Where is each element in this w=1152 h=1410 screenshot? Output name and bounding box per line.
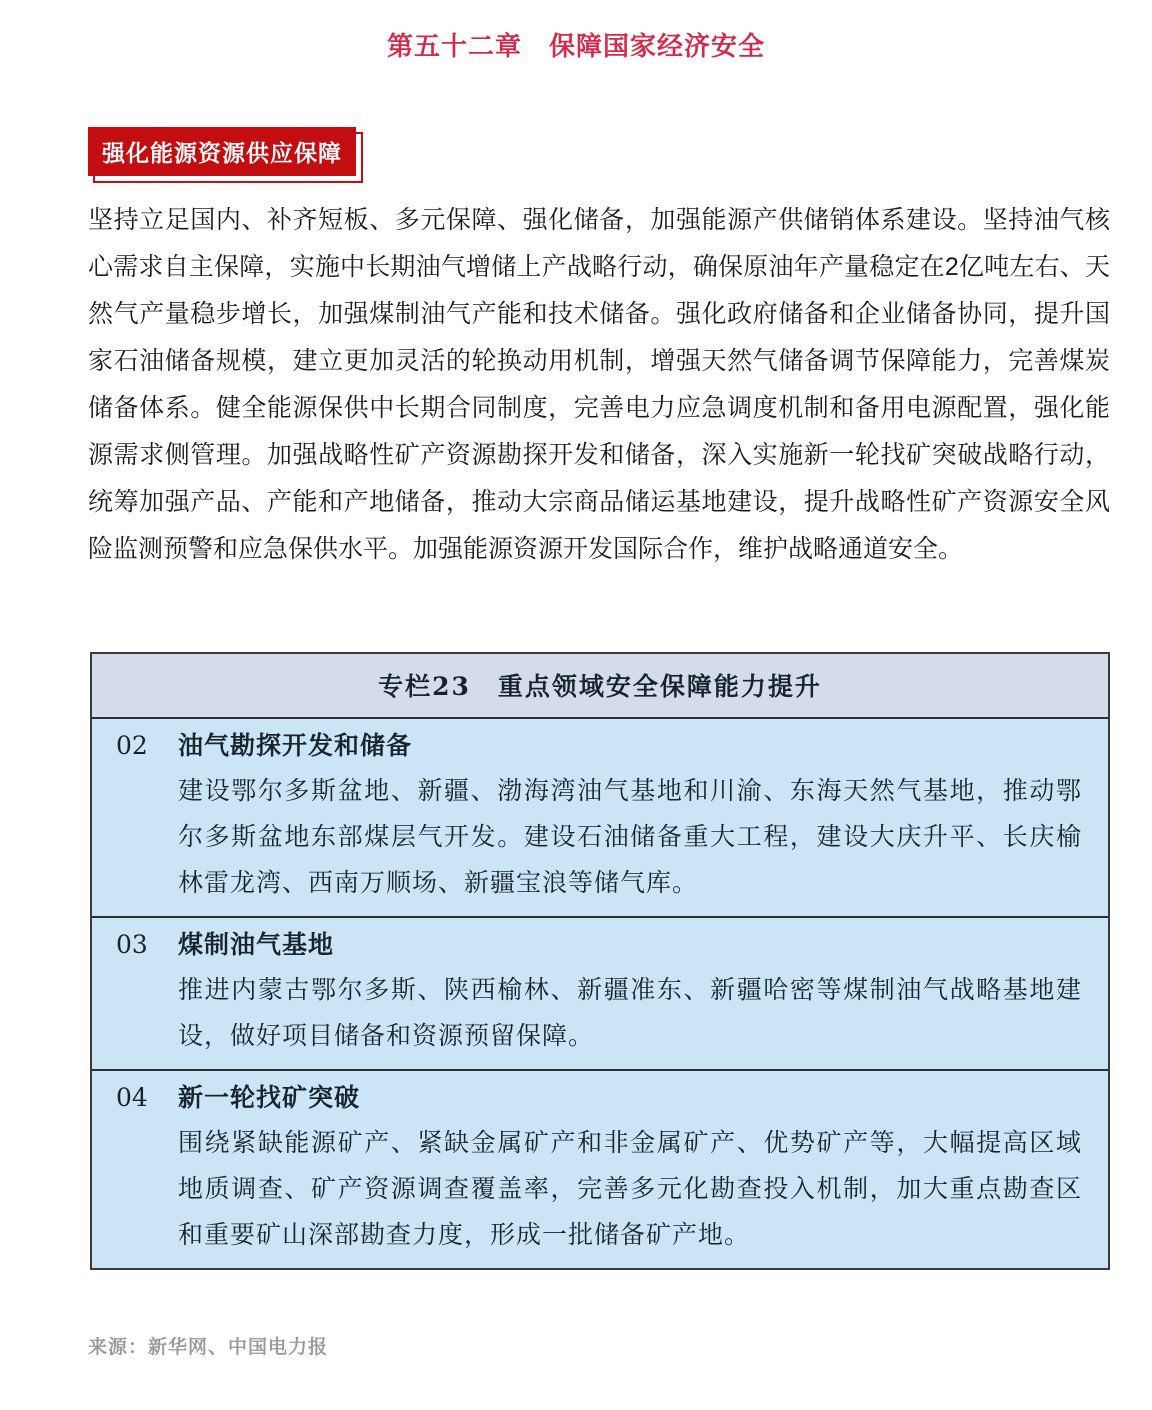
panel-item-04: [92, 1071, 1108, 1268]
item-number: 04: [116, 1083, 148, 1112]
item-number: 03: [116, 930, 148, 959]
section-label: 强化能源资源供应保障: [88, 127, 356, 176]
item-title: 煤制油气基地: [178, 930, 335, 959]
item-title: 油气勘探开发和储备: [178, 731, 413, 760]
highlight-panel: [90, 652, 1110, 1270]
source-note: 来源：新华网、中国电力报: [88, 1337, 329, 1358]
chapter-title: 第五十二章 保障国家经济安全: [386, 31, 765, 61]
panel-title: 专栏23 重点领域安全保障能力提升: [92, 654, 1108, 719]
item-body: 围绕紧缺能源矿产、紧缺金属矿产和非金属矿产、优势矿产等，大幅提高区域地质调查、矿产资源调查覆盖率，完善多元化勘查投入机制，加大重点勘查区和重要矿山深部勘查力度，形成一批储备矿产地。: [178, 1128, 1082, 1249]
item-number: 02: [116, 731, 148, 760]
item-body: 推进内蒙古鄂尔多斯、陕西榆林、新疆准东、新疆哈密等煤制油气战略基地建设，做好项目储备和资源预留保障。: [178, 975, 1082, 1050]
panel-item-02: [92, 719, 1108, 918]
item-title: 新一轮找矿突破: [178, 1083, 361, 1112]
body-paragraph: 坚持立足国内、补齐短板、多元保障、强化储备，加强能源产供储销体系建设。坚持油气核心需求自主保障，实施中长期油气增储上产战略行动，确保原油年产量稳定在2亿吨左右、天然气产量稳步增长，加强煤制油气产能和技术储备。强化政府储备和企业储备协同，提升国家石油储备规模，建立更加灵活的轮换动用机制，增强天然气储备调节保障能力，完善煤炭储备体系。健全能源保供中长期合同制度，完善电力应急调度机制和备用电源配置，强化能源需求侧管理。加强战略性矿产资源勘探开发和储备，深入实施新一轮找矿突破战略行动，统筹加强产品、产能和产地储备，推动大宗商品储运基地建设，提升战略性矿产资源安全风险监测预警和应急保供水平。加强能源资源开发国际合作，维护战略通道安全。: [88, 206, 1110, 563]
panel-item-03: [92, 918, 1108, 1071]
item-body: 建设鄂尔多斯盆地、新疆、渤海湾油气基地和川渝、东海天然气基地，推动鄂尔多斯盆地东部煤层气开发。建设石油储备重大工程，建设大庆升平、长庆榆林雷龙湾、西南万顺场、新疆宝浪等储气库。: [178, 776, 1082, 897]
